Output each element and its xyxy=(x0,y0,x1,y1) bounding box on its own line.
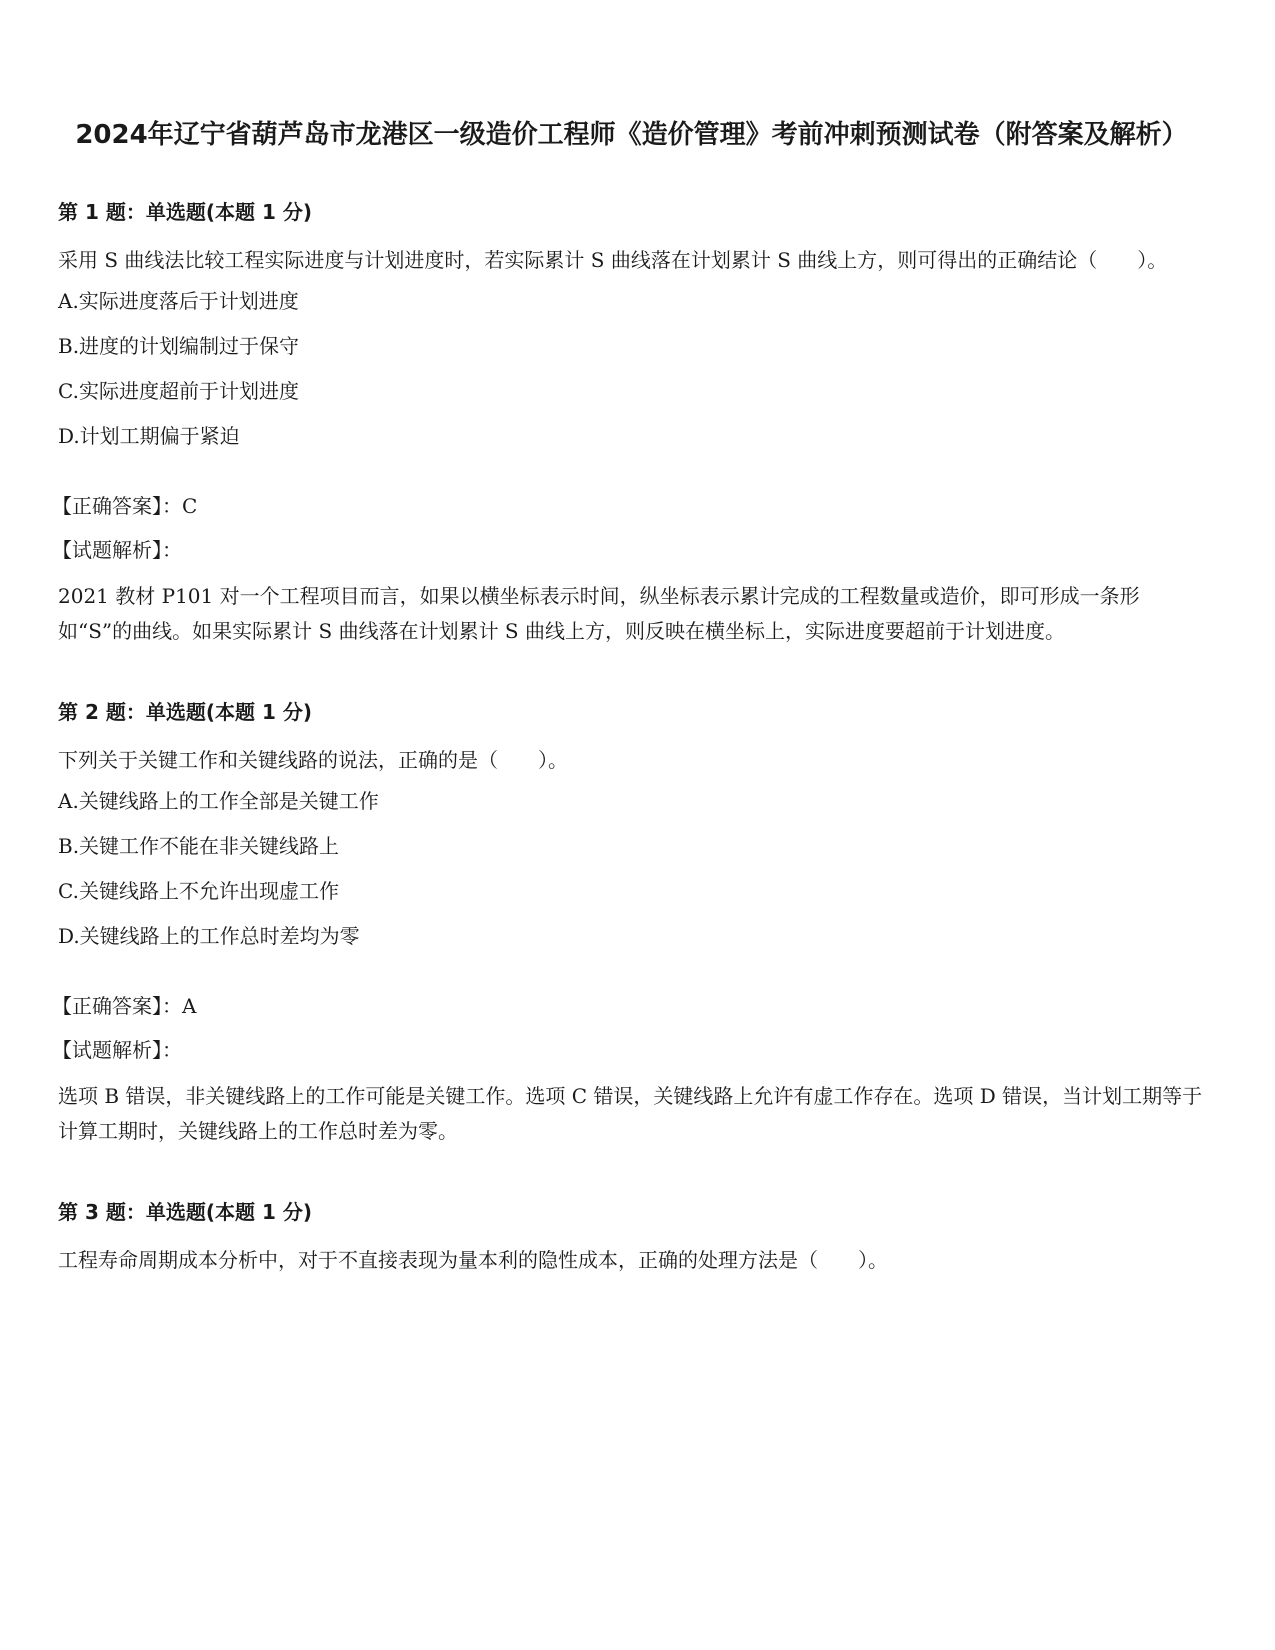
option-c: C.关键线路上不允许出现虚工作 xyxy=(58,879,339,903)
correct-answer: 【正确答案】：A xyxy=(52,994,197,1018)
document-title: 2024年辽宁省葫芦岛市龙港区一级造价工程师《造价管理》考前冲刺预测试卷（附答案及解析） xyxy=(75,120,1188,150)
question-heading: 第 2 题：单选题(本题 1 分) xyxy=(58,700,312,724)
analysis-text: 选项 B 错误，非关键线路上的工作可能是关键工作。选项 C 错误，关键线路上允许有虚工作存在。选项 D 错误，当计划工期等于计算工期时，关键线路上的工作总时差为零。 xyxy=(58,1084,1203,1143)
question-1 xyxy=(52,197,1205,649)
question-heading: 第 3 题：单选题(本题 1 分) xyxy=(58,1200,312,1224)
question-stem: 采用 S 曲线法比较工程实际进度与计划进度时，若实际累计 S 曲线落在计划累计 S 曲线上方，则可得出的正确结论（ ）。 xyxy=(58,248,1168,272)
correct-answer: 【正确答案】：C xyxy=(52,494,198,518)
question-heading: 第 1 题：单选题(本题 1 分) xyxy=(58,200,312,224)
question-3 xyxy=(58,1197,1205,1278)
question-stem: 下列关于关键工作和关键线路的说法，正确的是（ ）。 xyxy=(58,748,568,772)
option-a: A.关键线路上的工作全部是关键工作 xyxy=(58,789,379,813)
option-c: C.实际进度超前于计划进度 xyxy=(58,379,299,403)
option-list xyxy=(58,786,1205,951)
question-stem: 工程寿命周期成本分析中，对于不直接表现为量本利的隐性成本，正确的处理方法是（ ）。 xyxy=(58,1248,888,1272)
analysis-text: 2021 教材 P101 对一个工程项目而言，如果以横坐标表示时间，纵坐标表示累计完成的工程数量或造价，即可形成一条形如“S”的曲线。如果实际累计 S 曲线落在计划累计 S 曲线上方，则反映在横坐标上，实际进度要超前于计划进度。 xyxy=(58,584,1140,643)
option-list xyxy=(58,286,1205,451)
option-a: A.实际进度落后于计划进度 xyxy=(58,289,299,313)
analysis-label: 【试题解析】： xyxy=(52,1038,182,1062)
option-b: B.关键工作不能在非关键线路上 xyxy=(58,834,340,858)
option-b: B.进度的计划编制过于保守 xyxy=(58,334,300,358)
analysis-label: 【试题解析】： xyxy=(52,538,182,562)
option-d: D.计划工期偏于紧迫 xyxy=(58,424,240,448)
question-2 xyxy=(52,697,1205,1149)
option-d: D.关键线路上的工作总时差均为零 xyxy=(58,924,360,948)
